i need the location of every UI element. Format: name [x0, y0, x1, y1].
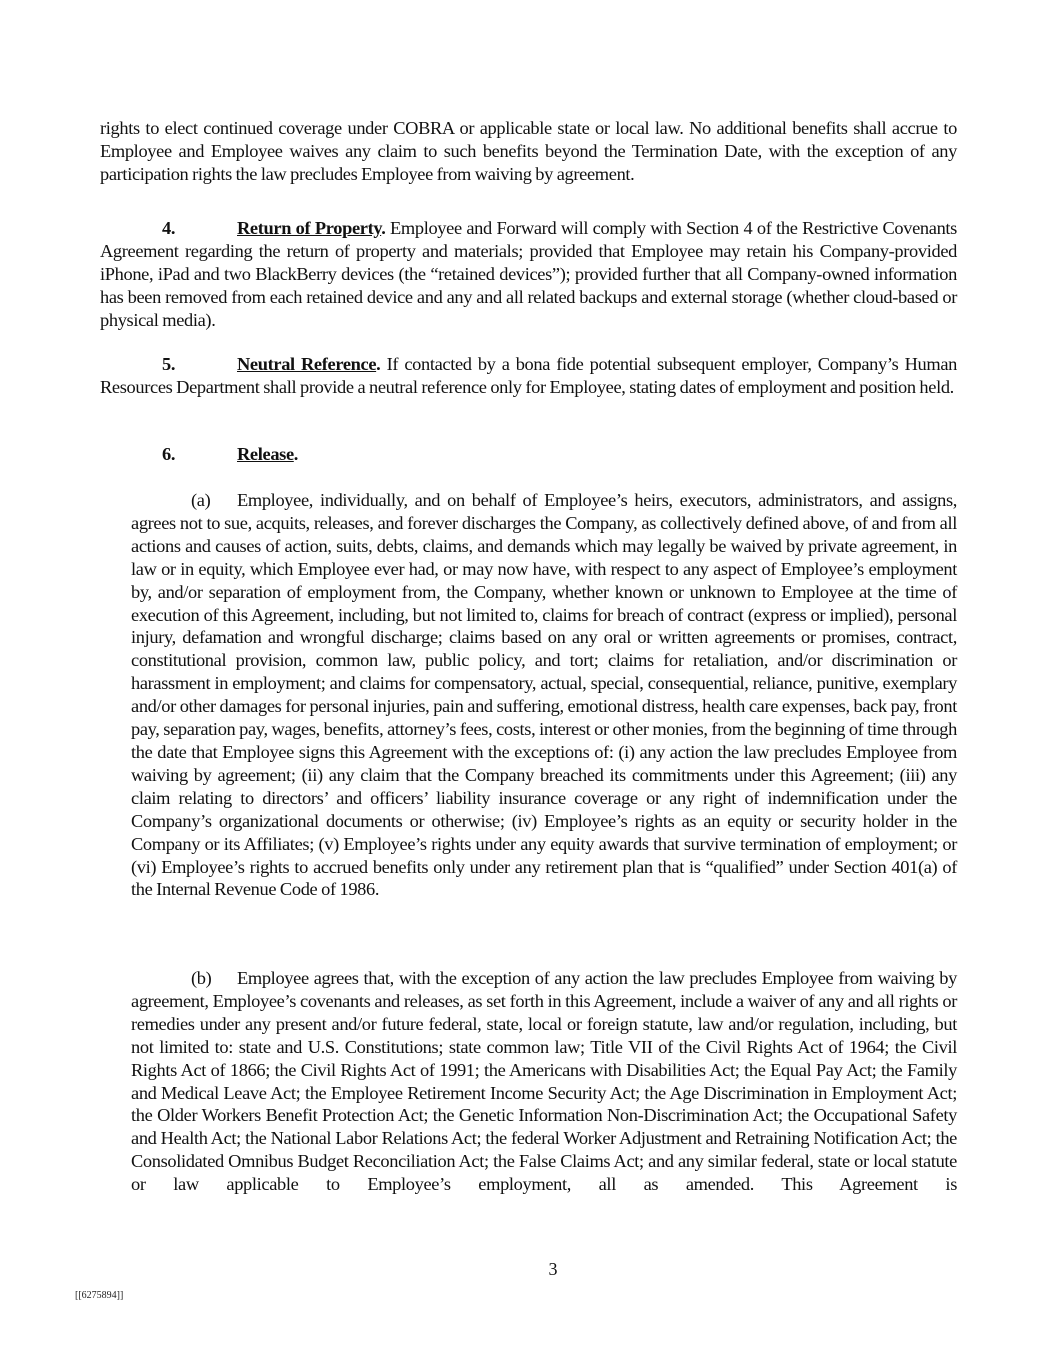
- section-heading: Return of Property: [237, 218, 382, 238]
- section-paragraph: [100, 353, 957, 399]
- page-number: 3: [548, 1259, 558, 1279]
- document-id: [[6275894]]: [75, 1290, 124, 1301]
- section-heading-punct: .: [381, 218, 386, 238]
- section-heading: Release: [237, 444, 294, 464]
- section-heading-punct: .: [376, 354, 381, 374]
- subsection-a: [131, 489, 957, 901]
- subsection-b: [131, 967, 957, 1196]
- paragraph-text: rights to elect continued coverage under COBRA or applicable state or local law. No additional benefits shall accrue to Employee and Employee waives any claim to such benefits beyond the Termination Date, with the exception of any participation rights the law precludes Employee from waiving by agreement.: [100, 118, 957, 184]
- section-number: 6.: [162, 444, 176, 464]
- subsection-label: (a): [191, 490, 211, 510]
- subsection-text: Employee, individually, and on behalf of Employee’s heirs, executors, administrators, and assigns, agrees not to sue, acquits, releases, and forever discharges the Company, as collectively defined above, of and from all actions and causes of action, suits, debts, claims, and demands which may legally be waived by private agreement, in law or in equity, which Employee ever had, or may now have, with respect to any aspect of Employee’s employment by, and/or separation of employment from, the Company, whether known or unknown to Employee at the time of execution of this Agreement, including, but not limited to, claims for breach of contract (express or implied), personal injury, defamation and wrongful discharge; claims based on any oral or written agreements or promises, contract, constitutional provision, common law, public policy, and tort; claims for retaliation, and/or discrimination or harassment in employment; and claims for compensatory, actual, special, consequential, reliance, punitive, exemplary and/or other damages for personal injuries, pain and suffering, emotional distress, health care expenses, back pay, front pay, separation pay, wages, benefits, attorney’s fees, costs, interest or other monies, from the beginning of time through the date that Employee signs this Agreement with the exceptions of: (i) any action the law precludes Employee from waiving by agreement; (ii) any claim that the Company breached its commitments under this Agreement; (iii) any claim relating to directors’ and officers’ liability insurance coverage or any right of indemnification under the Company’s organizational documents or otherwise; (iv) Employee’s rights as an equity or security holder in the Company or its Affiliates; (v) Employee’s rights under any equity awards that survive termination of employment; or (vi) Employee’s rights to accrued benefits only under any retirement plan that is “qualified” under Section 401(a) of the Internal Revenue Code of 1986.: [131, 490, 957, 900]
- section-heading: Neutral Reference: [237, 354, 377, 374]
- section-number: 4.: [162, 218, 176, 238]
- section-6: [100, 443, 957, 466]
- section-paragraph: [100, 443, 957, 466]
- section-paragraph: [100, 217, 957, 332]
- section-heading-punct: .: [293, 444, 299, 464]
- continuation-paragraph: [100, 117, 957, 186]
- subsection-text: Employee agrees that, with the exception of any action the law precludes Employee from waiving by agreement, Employee’s covenants and releases, as set forth in this Agreement, include a waiver of any and all rights or remedies under any present and/or future federal, state, local or foreign statute, law and/or regulation, including, but not limited to: state and U.S. Constitutions; state common law; Title VII of the Civil Rights Act of 1964; the Civil Rights Act of 1866; the Civil Rights Act of 1991; the Americans with Disabilities Act; the Equal Pay Act; the Family and Medical Leave Act; the Employee Retirement Income Security Act; the Age Discrimination in Employment Act; the Older Workers Benefit Protection Act; the Genetic Information Non-Discrimination Act; the Occupational Safety and Health Act; the National Labor Relations Act; the federal Worker Adjustment and Retraining Notification Act; the Consolidated Omnibus Budget Reconciliation Act; the False Claims Act; and any similar federal, state or local statute or law applicable to Employee’s employment, all as amended. This Agreement is: [131, 968, 957, 1195]
- section-4: [100, 217, 957, 332]
- subsection-label: (b): [191, 968, 212, 988]
- section-number: 5.: [162, 354, 176, 374]
- section-text: Employee and Forward will comply with Section 4 of the Restrictive Covenants Agreement regarding the return of property and materials; provided that Employee may retain his Company-provided iPhone, iPad and two BlackBerry devices (the “retained devices”); provided further that all Company-owned information has been removed from each retained device and any and all related backups and external storage (whether cloud-based or physical media).: [100, 218, 957, 330]
- subsection-paragraph: [131, 489, 957, 901]
- section-text: If contacted by a bona fide potential subsequent employer, Company’s Human Resources Department shall provide a neutral reference only for Employee, stating dates of employment and position held.: [100, 354, 957, 397]
- section-5: [100, 353, 957, 399]
- subsection-paragraph: [131, 967, 957, 1196]
